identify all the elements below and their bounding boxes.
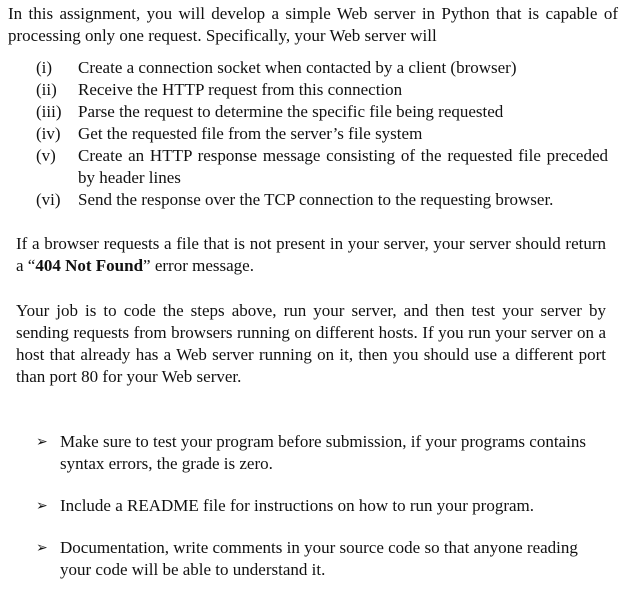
step-item (36, 101, 608, 123)
step-item (36, 145, 608, 189)
step-number: (i) (36, 58, 53, 77)
step-item (36, 189, 608, 211)
requirement-item (36, 431, 608, 475)
not-found-text-before: If a browser requests a file that is not present in your server, your server should return a “ (16, 234, 606, 275)
not-found-code: 404 Not Found (35, 256, 144, 275)
server-steps-list (36, 57, 608, 211)
job-paragraph: Your job is to code the steps above, run your server, and then test your server by sending requests from browsers running on different hosts. If you run your server on a host that already has a Web server running on it, then you should use a different port than port 80 for your Web server. (16, 301, 606, 386)
requirement-item (36, 495, 608, 517)
arrow-bullet-icon: ➢ (36, 540, 48, 556)
step-text: Create an HTTP response message consisting of the requested file preceded by header lines (78, 146, 608, 187)
not-found-paragraph (16, 233, 606, 277)
requirement-text: Documentation, write comments in your source code so that anyone reading your code will be able to understand it. (60, 538, 578, 579)
step-text: Receive the HTTP request from this connection (78, 80, 403, 99)
arrow-bullet-icon: ➢ (36, 434, 48, 450)
step-text: Send the response over the TCP connection to the requesting browser. (78, 190, 554, 209)
requirement-item (36, 537, 608, 581)
requirements-list (36, 431, 608, 601)
step-item (36, 57, 608, 79)
step-number: (ii) (36, 80, 57, 99)
step-text: Parse the request to determine the specific file being requested (78, 102, 504, 121)
arrow-bullet-icon: ➢ (36, 498, 48, 514)
requirement-text: Make sure to test your program before submission, if your programs contains syntax errors, the grade is zero. (60, 432, 586, 473)
step-text: Get the requested file from the server’s file system (78, 124, 423, 143)
requirement-text: Include a README file for instructions on how to run your program. (60, 496, 535, 515)
step-number: (vi) (36, 190, 61, 209)
step-number: (iv) (36, 124, 61, 143)
step-item (36, 79, 608, 101)
step-number: (v) (36, 146, 56, 165)
step-number: (iii) (36, 102, 62, 121)
not-found-text-after: ” error message. (143, 256, 254, 275)
step-item (36, 123, 608, 145)
intro-paragraph: In this assignment, you will develop a simple Web server in Python that is capable of processing only one request. Specifically, your Web server will (8, 4, 618, 45)
step-text: Create a connection socket when contacted by a client (browser) (78, 58, 517, 77)
